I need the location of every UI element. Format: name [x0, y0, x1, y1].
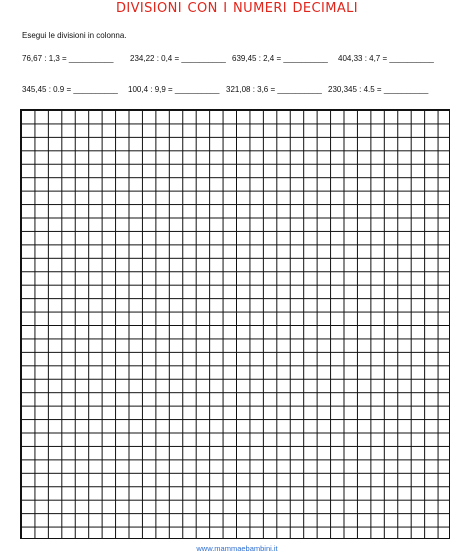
exercise-8: 230,345 : 4.5 = __________ [328, 85, 429, 94]
exercise-1: 76,67 : 1,3 = __________ [22, 54, 114, 63]
page-title: DIVISIONI CON I NUMERI DECIMALI [115, 1, 359, 16]
instruction-text: Esegui le divisioni in colonna. [22, 31, 127, 40]
exercise-5: 345,45 : 0.9 = __________ [22, 85, 118, 94]
exercise-7: 321,08 : 3,6 = __________ [226, 85, 322, 94]
exercise-6: 100,4 : 9,9 = __________ [128, 85, 220, 94]
squared-grid [20, 109, 450, 539]
exercise-2: 234,22 : 0,4 = __________ [130, 54, 226, 63]
exercise-3: 639,45 : 2,4 = __________ [232, 54, 328, 63]
exercise-4: 404,33 : 4,7 = __________ [338, 54, 434, 63]
footer-website: www.mammaebambini.it [196, 544, 278, 553]
